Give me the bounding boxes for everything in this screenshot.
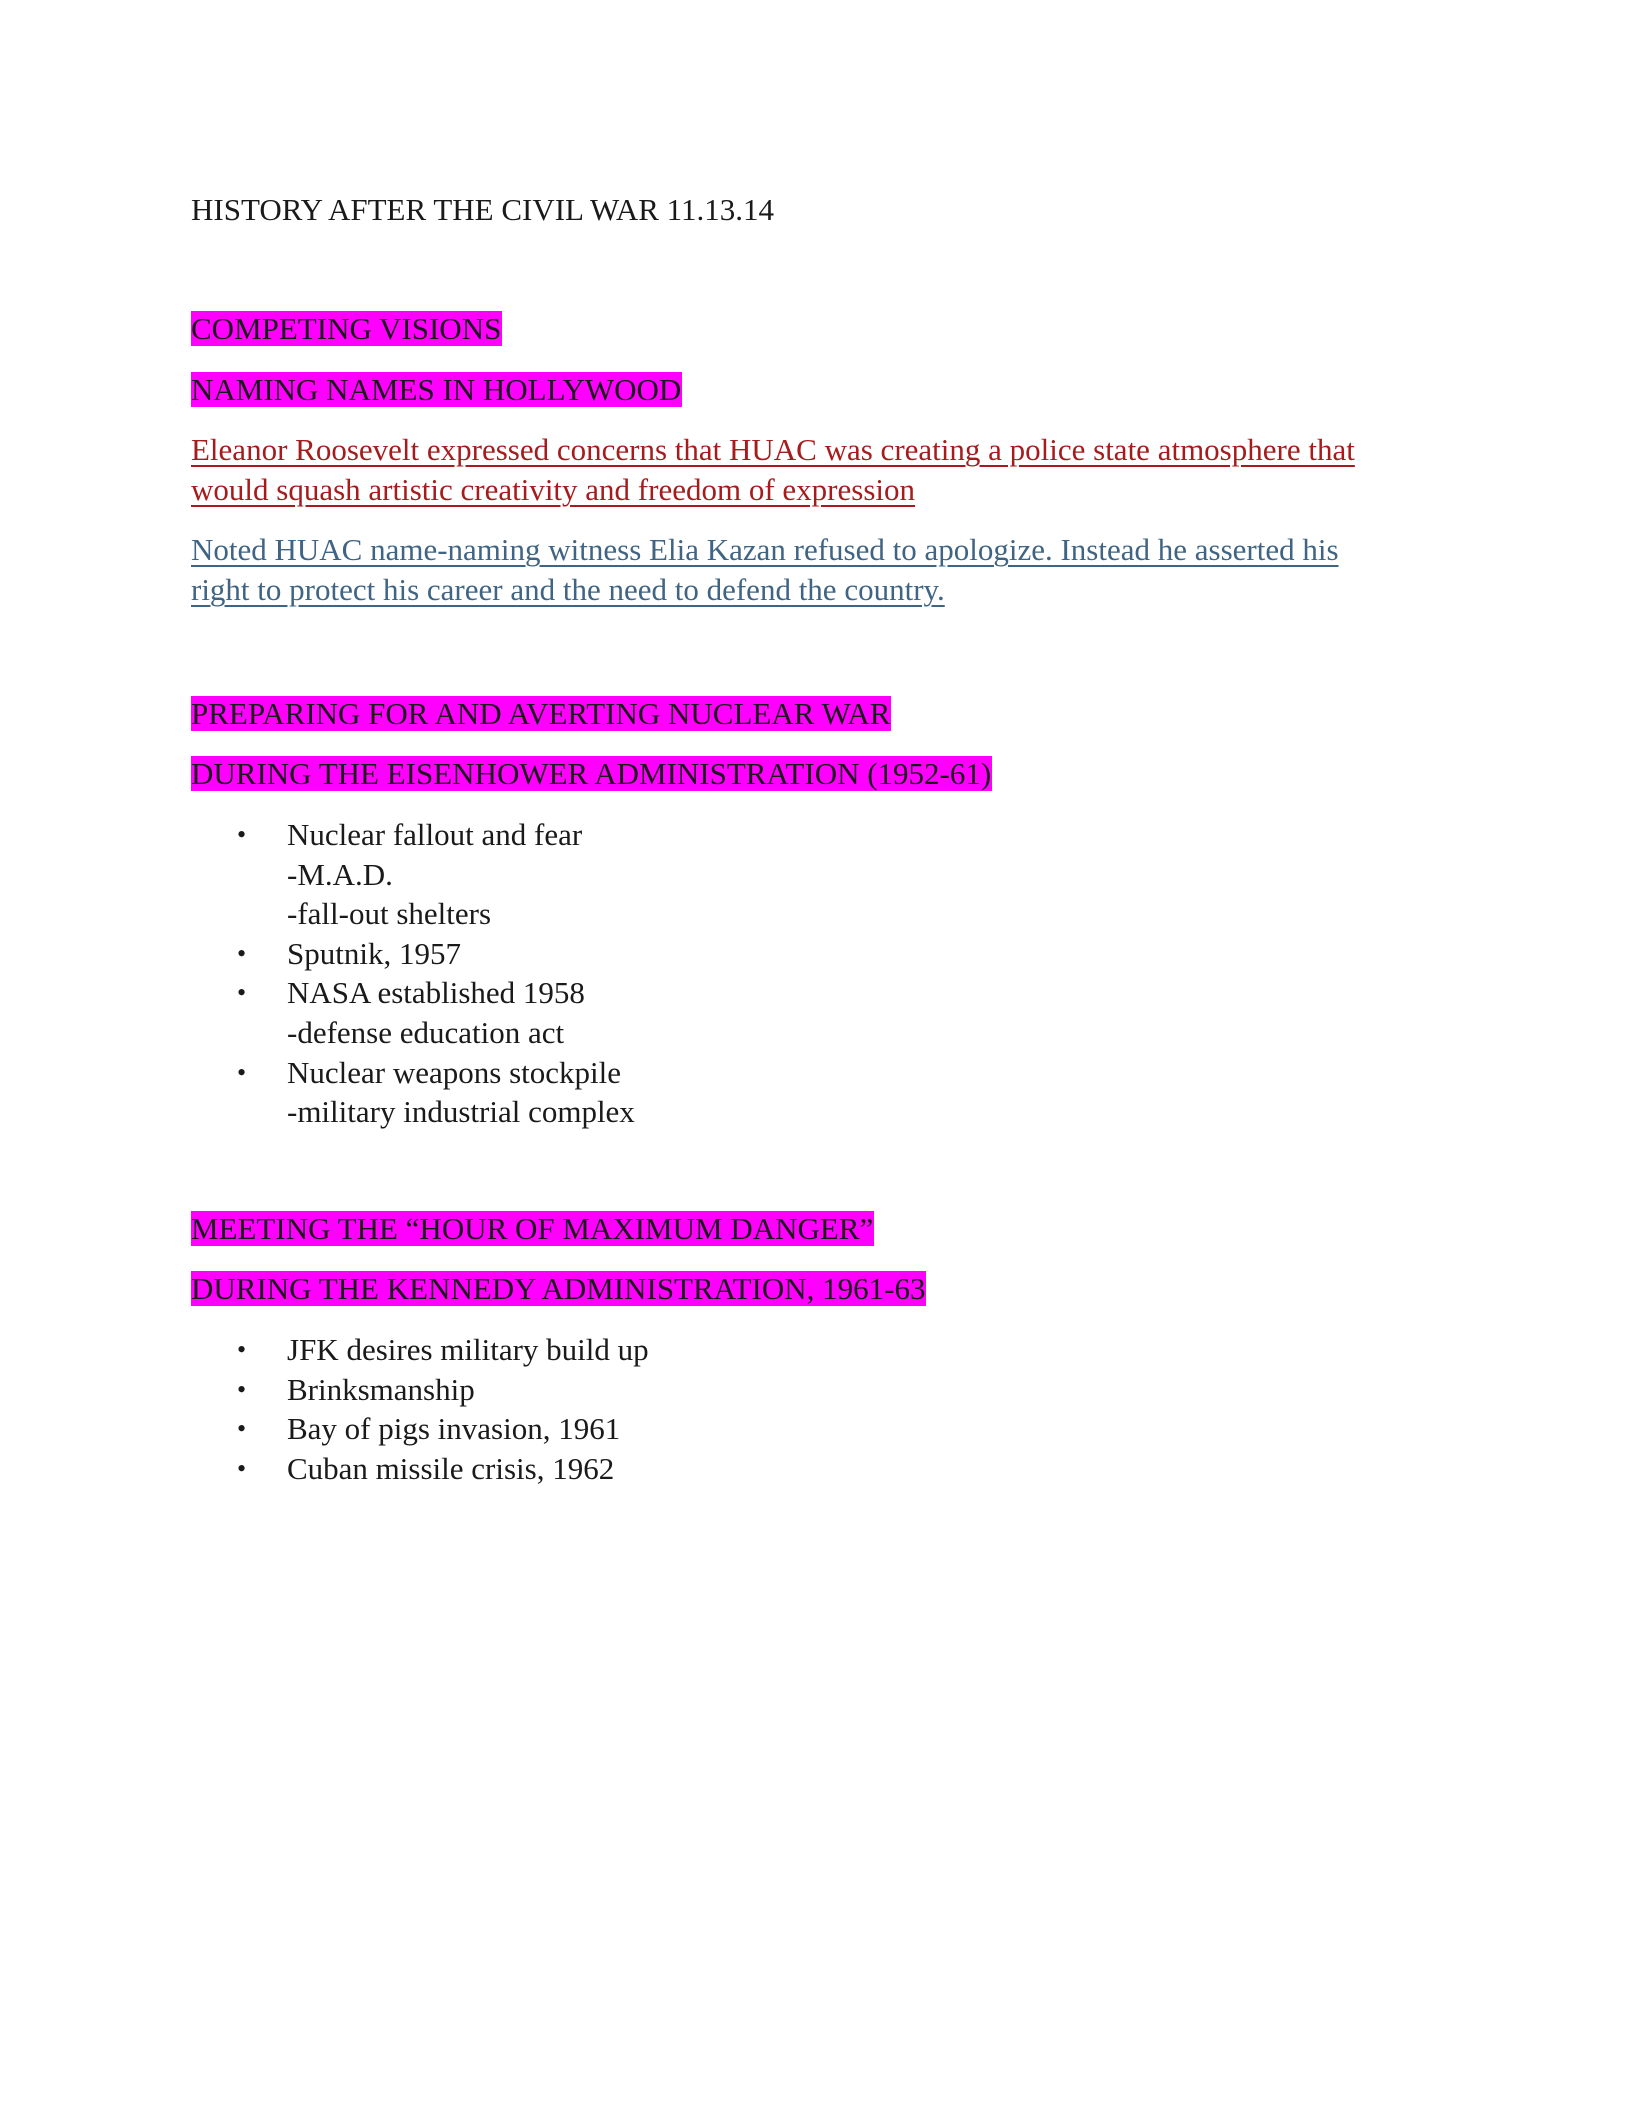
list-item-subtext: -M.A.D. — [287, 856, 393, 892]
document-title: HISTORY AFTER THE CIVIL WAR 11.13.14 — [191, 192, 775, 227]
heading-text: DURING THE EISENHOWER ADMINISTRATION (1952-61) — [191, 756, 992, 791]
list-item-text: NASA established 1958 — [287, 975, 585, 1011]
list-item — [191, 1409, 649, 1449]
list-item — [191, 934, 635, 974]
list-item — [191, 815, 635, 934]
paragraph-line: Noted HUAC name-naming witness Elia Kazan refused to apologize. Instead he asserted his — [191, 532, 1339, 567]
bullet-icon: • — [237, 938, 247, 968]
list-item-subtext: -defense education act — [287, 1014, 565, 1050]
list-item-text: Sputnik, 1957 — [287, 935, 461, 971]
list-item-text: Brinksmanship — [287, 1371, 475, 1407]
paragraph-line: right to protect his career and the need to defend the country. — [191, 572, 945, 607]
list-item-text: Nuclear fallout and fear — [287, 817, 583, 852]
list-item — [191, 1449, 649, 1489]
list-item-text: Cuban missile crisis, 1962 — [287, 1450, 615, 1486]
bullet-icon: • — [237, 978, 247, 1008]
section-heading — [191, 1211, 874, 1247]
bullet-icon: • — [237, 1453, 247, 1483]
list-item-subtext: -fall-out shelters — [287, 896, 492, 932]
list-item — [191, 1330, 649, 1370]
heading-text: PREPARING FOR AND AVERTING NUCLEAR WAR — [191, 696, 891, 731]
section-heading — [191, 311, 502, 347]
list-item-subtext: -military industrial complex — [287, 1094, 635, 1130]
bullet-icon: • — [237, 820, 247, 849]
bullet-list-kennedy — [191, 1330, 649, 1488]
bullet-icon: • — [237, 1335, 247, 1364]
section-subheading — [191, 1271, 926, 1307]
section-heading — [191, 696, 891, 732]
bullet-icon: • — [237, 1414, 247, 1444]
heading-text: MEETING THE “HOUR OF MAXIMUM DANGER” — [191, 1211, 874, 1246]
list-item — [191, 1370, 649, 1410]
paragraph-line: Eleanor Roosevelt expressed concerns that HUAC was creating a police state atmosphere that — [191, 432, 1355, 467]
paragraph-elia-kazan — [191, 530, 1451, 610]
heading-text: DURING THE KENNEDY ADMINISTRATION, 1961-63 — [191, 1271, 926, 1306]
section-subheading — [191, 756, 992, 792]
bullet-list-eisenhower — [191, 815, 635, 1132]
bullet-icon: • — [237, 1057, 247, 1087]
section-subheading — [191, 372, 682, 408]
paragraph-line: would squash artistic creativity and freedom of expression — [191, 472, 915, 507]
list-item — [191, 973, 635, 1052]
heading-text: COMPETING VISIONS — [191, 311, 502, 346]
bullet-icon: • — [237, 1374, 247, 1404]
list-item — [191, 1053, 635, 1132]
paragraph-eleanor-roosevelt — [191, 430, 1451, 510]
list-item-text: JFK desires military build up — [287, 1332, 649, 1367]
list-item-text: Nuclear weapons stockpile — [287, 1054, 621, 1090]
heading-text: NAMING NAMES IN HOLLYWOOD — [191, 372, 682, 407]
list-item-text: Bay of pigs invasion, 1961 — [287, 1411, 621, 1447]
